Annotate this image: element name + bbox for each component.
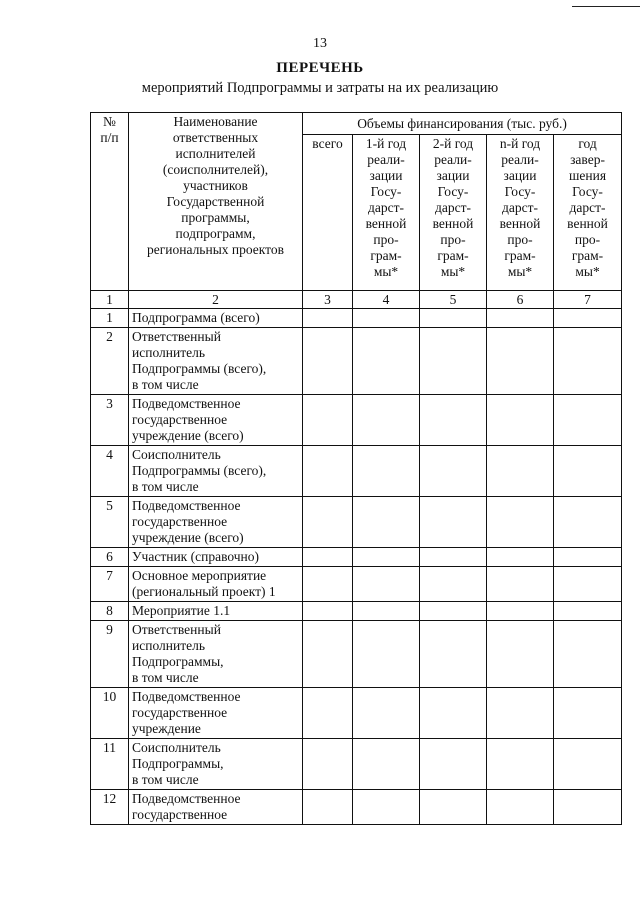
financing-cell <box>487 309 554 328</box>
table-row <box>91 602 622 621</box>
financing-cell <box>303 309 353 328</box>
column-index: 3 <box>303 291 353 309</box>
financing-cell <box>487 497 554 548</box>
row-name-line: Подведомственное <box>132 498 241 513</box>
row-name <box>129 790 303 825</box>
row-name-line: Участник (справочно) <box>132 549 260 564</box>
row-name-line: Соисполнитель <box>132 740 221 755</box>
financing-cell <box>487 790 554 825</box>
row-name-line: Мероприятие 1.1 <box>132 603 231 618</box>
row-name <box>129 497 303 548</box>
financing-cell <box>554 688 622 739</box>
financing-cell <box>353 497 420 548</box>
financing-cell <box>554 395 622 446</box>
header-year-2-line: про- <box>440 232 466 247</box>
row-name-line: в том числе <box>132 772 199 787</box>
financing-cell <box>353 446 420 497</box>
row-name-line: Соисполнитель <box>132 447 221 462</box>
header-final-year-line: венной <box>567 216 608 231</box>
header-name-line: Наименование <box>173 114 258 129</box>
row-name-line: государственное <box>132 807 228 822</box>
header-final-year <box>554 135 622 291</box>
header-year-1-line: зации <box>369 168 403 183</box>
financing-cell <box>487 395 554 446</box>
header-year-1-line: мы* <box>373 264 399 279</box>
row-name-line: государственное <box>132 514 228 529</box>
column-index: 7 <box>554 291 622 309</box>
header-number-line: № <box>103 114 116 129</box>
column-index: 1 <box>91 291 129 309</box>
financing-cell <box>420 548 487 567</box>
column-index: 4 <box>353 291 420 309</box>
header-year-2-line: Госу- <box>437 184 469 199</box>
table-row <box>91 446 622 497</box>
financing-cell <box>554 621 622 688</box>
column-index: 5 <box>420 291 487 309</box>
row-name <box>129 621 303 688</box>
header-final-year-line: дарст- <box>569 200 606 215</box>
financing-cell <box>303 395 353 446</box>
header-year-n-line: n-й год <box>499 136 541 151</box>
header-year-1-line: грам- <box>370 248 402 263</box>
financing-cell <box>303 328 353 395</box>
header-year-n-line: зации <box>503 168 537 183</box>
header-year-n-line: венной <box>499 216 541 231</box>
financing-cell <box>353 548 420 567</box>
header-year-1-line: дарст- <box>368 200 404 215</box>
row-name <box>129 739 303 790</box>
row-name-line: учреждение <box>132 721 201 736</box>
row-number: 1 <box>91 309 129 328</box>
table-row <box>91 790 622 825</box>
row-name-line: Ответственный <box>132 329 221 344</box>
financing-cell <box>420 446 487 497</box>
financing-cell <box>487 621 554 688</box>
header-name-line: ответственных <box>172 130 259 145</box>
financing-cell <box>554 497 622 548</box>
row-name-line: Подведомственное <box>132 689 241 704</box>
header-final-year-line: мы* <box>575 264 600 279</box>
header-final-year-line: грам- <box>571 248 604 263</box>
financing-cell <box>420 328 487 395</box>
header-year-n-line: Госу- <box>504 184 536 199</box>
header-name-line: программы, <box>181 210 250 225</box>
header-year-2-line: дарст- <box>435 200 471 215</box>
header-final-year-line: год <box>578 136 597 151</box>
header-year-1 <box>353 135 420 291</box>
table-row <box>91 395 622 446</box>
financing-table <box>90 112 622 825</box>
financing-cell <box>420 309 487 328</box>
header-final-year-line: про- <box>574 232 601 247</box>
row-name-line: в том числе <box>132 377 199 392</box>
row-name-line: учреждение (всего) <box>132 428 244 443</box>
row-name <box>129 688 303 739</box>
row-number: 6 <box>91 548 129 567</box>
financing-cell <box>554 446 622 497</box>
column-index: 6 <box>487 291 554 309</box>
row-name-line: государственное <box>132 705 228 720</box>
financing-cell <box>487 739 554 790</box>
document-subtitle: мероприятий Подпрограммы и затраты на их реализацию <box>141 80 499 96</box>
table-row <box>91 309 622 328</box>
header-year-2-line: реали- <box>434 152 472 167</box>
financing-cell <box>554 739 622 790</box>
row-name <box>129 446 303 497</box>
row-name <box>129 567 303 602</box>
financing-cell <box>487 328 554 395</box>
financing-cell <box>420 567 487 602</box>
header-year-n-line: про- <box>507 232 533 247</box>
header-final-year-line: Госу- <box>572 184 603 199</box>
financing-cell <box>420 621 487 688</box>
table-row <box>91 328 622 395</box>
financing-cell <box>303 790 353 825</box>
row-number: 12 <box>91 790 129 825</box>
row-name-line: Подпрограммы, <box>132 756 224 771</box>
header-name-line: региональных проектов <box>146 242 284 257</box>
row-number: 9 <box>91 621 129 688</box>
financing-cell <box>353 395 420 446</box>
financing-cell <box>554 309 622 328</box>
page-number: 13 <box>313 36 327 51</box>
document-title: ПЕРЕЧЕНЬ <box>276 60 364 76</box>
header-year-2-line: грам- <box>437 248 469 263</box>
header-number <box>91 113 129 291</box>
financing-cell <box>353 739 420 790</box>
row-number: 10 <box>91 688 129 739</box>
financing-cell <box>303 548 353 567</box>
financing-cell <box>353 567 420 602</box>
financing-cell <box>487 602 554 621</box>
row-name <box>129 602 303 621</box>
header-final-year-line: шения <box>569 168 607 183</box>
row-name-line: в том числе <box>132 670 199 685</box>
row-name <box>129 395 303 446</box>
financing-cell <box>353 309 420 328</box>
header-total: всего <box>303 135 353 291</box>
financing-cell <box>353 790 420 825</box>
row-name-line: Основное мероприятие <box>132 568 267 583</box>
financing-cell <box>420 790 487 825</box>
header-year-n-line: грам- <box>504 248 536 263</box>
row-name-line: Подпрограммы (всего), <box>132 463 267 478</box>
row-name-line: исполнитель <box>132 638 205 653</box>
header-name <box>129 113 303 291</box>
row-name-line: государственное <box>132 412 228 427</box>
financing-cell <box>554 328 622 395</box>
header-name-line: (соисполнителей), <box>162 162 269 177</box>
corner-line-mark <box>572 0 640 7</box>
row-name <box>129 328 303 395</box>
table-row <box>91 567 622 602</box>
row-name <box>129 548 303 567</box>
financing-cell <box>420 497 487 548</box>
header-year-1-line: реали- <box>367 152 405 167</box>
financing-cell <box>303 567 353 602</box>
financing-cell <box>554 790 622 825</box>
header-year-n-line: мы* <box>507 264 533 279</box>
financing-cell <box>420 602 487 621</box>
financing-cell <box>487 548 554 567</box>
table-row <box>91 621 622 688</box>
table-row <box>91 497 622 548</box>
financing-cell <box>303 602 353 621</box>
financing-cell <box>420 739 487 790</box>
financing-cell <box>353 602 420 621</box>
header-year-2-line: 2-й год <box>432 136 474 151</box>
row-name-line: в том числе <box>132 479 199 494</box>
header-year-2 <box>420 135 487 291</box>
financing-cell <box>303 739 353 790</box>
header-name-line: участников <box>183 178 248 193</box>
header-number-line: п/п <box>100 130 119 145</box>
financing-cell <box>353 621 420 688</box>
column-index-row <box>91 291 622 309</box>
row-name-line: Подпрограммы, <box>132 654 224 669</box>
header-year-1-line: про- <box>373 232 399 247</box>
row-number: 3 <box>91 395 129 446</box>
row-number: 11 <box>91 739 129 790</box>
header-year-n-line: дарст- <box>502 200 538 215</box>
financing-cell <box>420 688 487 739</box>
financing-cell <box>554 567 622 602</box>
row-name-line: Подпрограмма (всего) <box>132 310 260 325</box>
row-name-line: Подведомственное <box>132 791 241 806</box>
row-name-line: Подпрограммы (всего), <box>132 361 267 376</box>
header-name-line: Государственной <box>166 194 265 209</box>
header-year-n-line: реали- <box>501 152 539 167</box>
financing-cell <box>487 446 554 497</box>
row-name <box>129 309 303 328</box>
row-name-line: учреждение (всего) <box>132 530 244 545</box>
financing-cell <box>303 446 353 497</box>
financing-cell <box>487 567 554 602</box>
row-number: 2 <box>91 328 129 395</box>
financing-cell <box>303 688 353 739</box>
row-number: 8 <box>91 602 129 621</box>
header-name-line: исполнителей <box>175 146 256 161</box>
row-number: 4 <box>91 446 129 497</box>
table-row <box>91 548 622 567</box>
header-year-1-line: Госу- <box>370 184 402 199</box>
header-year-2-line: венной <box>432 216 474 231</box>
header-name-line: подпрограмм, <box>175 226 256 241</box>
financing-cell <box>303 621 353 688</box>
financing-cell <box>554 602 622 621</box>
column-index: 2 <box>129 291 303 309</box>
header-year-1-line: венной <box>365 216 407 231</box>
row-name-line: (региональный проект) 1 <box>132 584 276 599</box>
table-row <box>91 688 622 739</box>
table-row <box>91 739 622 790</box>
financing-cell <box>554 548 622 567</box>
financing-cell <box>420 395 487 446</box>
financing-cell <box>353 688 420 739</box>
row-name-line: Ответственный <box>132 622 221 637</box>
row-number: 7 <box>91 567 129 602</box>
row-name-line: исполнитель <box>132 345 205 360</box>
header-year-1-line: 1-й год <box>365 136 407 151</box>
header-year-2-line: мы* <box>440 264 466 279</box>
financing-cell <box>303 497 353 548</box>
header-year-2-line: зации <box>436 168 470 183</box>
header-year-n <box>487 135 554 291</box>
header-final-year-line: завер- <box>570 152 605 167</box>
header-financing-group: Объемы финансирования (тыс. руб.) <box>303 113 622 135</box>
financing-cell <box>487 688 554 739</box>
row-name-line: Подведомственное <box>132 396 241 411</box>
row-number: 5 <box>91 497 129 548</box>
financing-cell <box>353 328 420 395</box>
